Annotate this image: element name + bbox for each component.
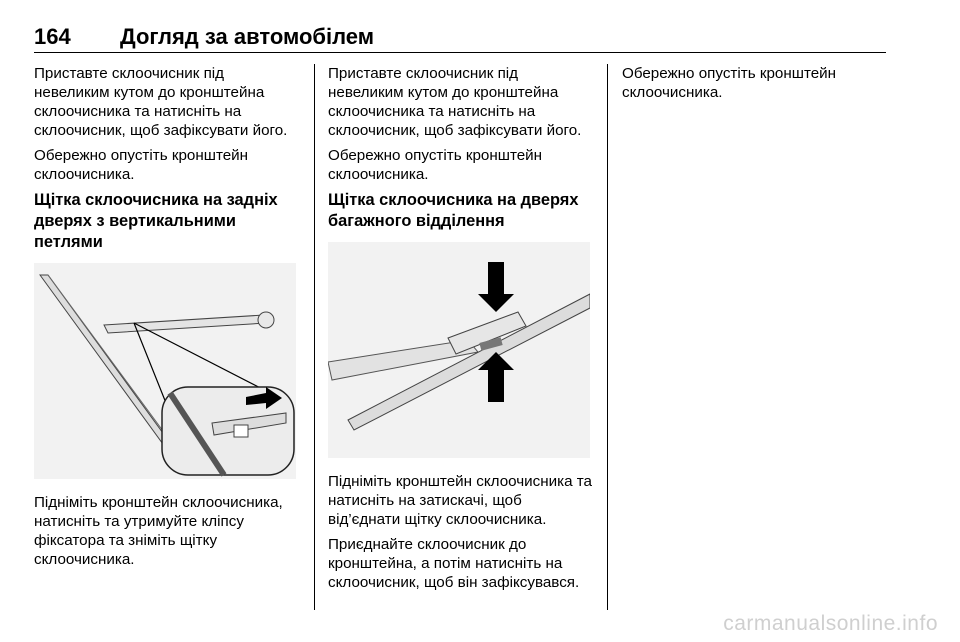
watermark: carmanualsonline.info bbox=[723, 612, 938, 635]
page-title: Догляд за автомобілем bbox=[120, 24, 375, 49]
rear-wiper-figure bbox=[34, 263, 296, 479]
col2-paragraph-1: Приставте склоочисник під невеликим кутом до кронштейна склоочисника та натисніть на склоочисник, щоб зафіксувати його. bbox=[328, 65, 582, 139]
column-3 bbox=[622, 64, 890, 108]
column-1 bbox=[34, 64, 302, 575]
col1-heading: Щітка склоочисника на задніх дверях з вертикальними петлями bbox=[34, 191, 278, 251]
page-number: 164 bbox=[34, 24, 71, 49]
col1-paragraph-2: Обережно опустіть кронштейн склоочисника. bbox=[34, 147, 249, 183]
col1-paragraph-1: Приставте склоочисник під невеликим кутом до кронштейна склоочисника та натисніть на склоочисник, щоб зафіксувати його. bbox=[34, 65, 288, 139]
col3-paragraph-1: Обережно опустіть кронштейн склоочисника. bbox=[622, 65, 837, 101]
column-divider-1 bbox=[314, 64, 315, 610]
page-header bbox=[34, 22, 886, 53]
col2-paragraph-3: Підніміть кронштейн склоочисника та натисніть на затискачі, щоб від’єднати щітку склоочисника. bbox=[328, 473, 592, 528]
col2-paragraph-4: Приєднайте склоочисник до кронштейна, а потім натисніть на склоочисник, щоб він зафіксувався. bbox=[328, 536, 580, 591]
column-divider-2 bbox=[607, 64, 608, 610]
col1-paragraph-3: Підніміть кронштейн склоочисника, натисніть та утримуйте кліпсу фіксатора та зніміть щітку склоочисника. bbox=[34, 494, 283, 568]
column-2 bbox=[328, 64, 596, 598]
tailgate-wiper-figure bbox=[328, 242, 590, 458]
col2-heading: Щітка склоочисника на дверях багажного відділення bbox=[328, 191, 579, 230]
col2-paragraph-2: Обережно опустіть кронштейн склоочисника. bbox=[328, 147, 543, 183]
